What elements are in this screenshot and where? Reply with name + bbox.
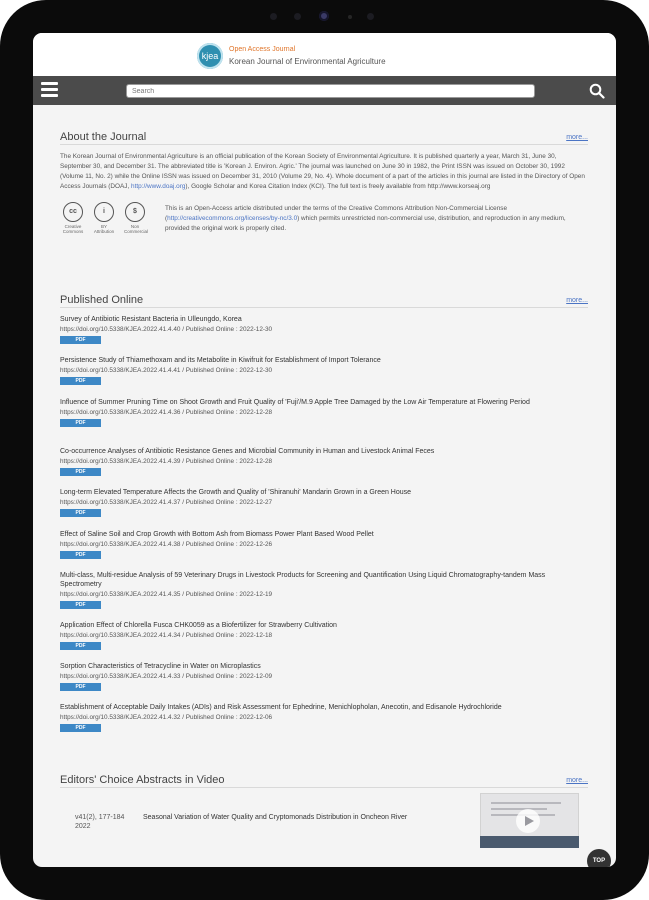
main-content [33,105,616,867]
article-meta: https://doi.org/10.5338/KJEA.2022.41.4.35 / Published Online : 2022-12-19 [60,591,273,598]
list-item [60,530,588,559]
article-title-link[interactable]: Effect of Saline Soil and Crop Growth with Bottom Ash from Biomass Power Plant Based Wood Pellet [60,531,374,538]
article-meta: https://doi.org/10.5338/KJEA.2022.41.4.36 / Published Online : 2022-12-28 [60,409,273,416]
article-title-link[interactable]: Application Effect of Chlorella Fusca CHK0059 as a Biofertilizer for Strawberry Cultivation [60,622,337,629]
sensor-icon [348,15,352,19]
list-item [60,398,588,427]
article-title-link[interactable]: Co-occurrence Analyses of Antibiotic Resistance Genes and Microbial Community in Human and Livestock Animal Feces [60,448,435,455]
pdf-button[interactable]: PDF [60,419,101,427]
scroll-top-button[interactable]: TOP [587,849,611,867]
pdf-button[interactable]: PDF [60,468,101,476]
about-more-link[interactable]: more... [566,134,588,141]
pdf-button[interactable]: PDF [60,509,101,517]
article-title-link[interactable]: Persistence Study of Thiamethoxam and its Metabolite in Kiwifruit for Establishment of Import Tolerance [60,357,381,364]
article-meta: https://doi.org/10.5338/KJEA.2022.41.4.32 / Published Online : 2022-12-06 [60,714,273,721]
sensor-icon [294,13,301,20]
section-title: About the Journal [60,131,147,143]
open-access-label: Open Access Journal [229,46,296,53]
about-description: The Korean Journal of Environmental Agriculture is an official publication of the Korean Society of Environmental Agriculture. It is published quarterly a year, March 31, June 30, September 30, and December 31. The abbreviated title is 'Korean J. Environ. Agric.' The journal was launched on June 30 in 1982, the Print ISSN was issued on October 30, 1992 (Volume 11, No. 2) while the Online ISSN was issued on December 31, 2010 (Volume 29, No. 4). Whole document of a part of the articles in this journal are listed in the Directory of Open Access Journals (DOAJ, http://www.doaj.org), Google Scholar and Korea Citation Index (KCI). The full text is freely available from http://www.korseaj.org [60,153,585,190]
play-icon[interactable] [516,809,540,833]
pdf-button[interactable]: PDF [60,336,101,344]
search-input[interactable] [126,84,535,98]
article-title-link[interactable]: Establishment of Acceptable Daily Intakes (ADIs) and Risk Assessment for Ephedrine, Menichlopholan, Anecotin, and Edisanole Hydrochloride [60,704,502,711]
license-block [60,202,588,250]
article-meta: https://doi.org/10.5338/KJEA.2022.41.4.34 / Published Online : 2022-12-18 [60,632,273,639]
list-item [60,488,588,517]
sensor-icon [367,13,374,20]
article-meta: https://doi.org/10.5338/KJEA.2022.41.4.38 / Published Online : 2022-12-26 [60,541,273,548]
list-item [60,447,588,476]
site-header [33,33,616,76]
by-attribution-icon: i BY Attribution [93,202,115,234]
list-item [60,621,588,650]
camera-icon [319,11,329,21]
journal-name[interactable]: Korean Journal of Environmental Agriculture [229,57,386,66]
video-title-link[interactable]: Seasonal Variation of Water Quality and Cryptomonads Distribution in Oncheon River [143,814,408,821]
doaj-link[interactable]: http://www.doaj.org [131,183,186,190]
published-section [60,294,588,731]
article-title-link[interactable]: Long-term Elevated Temperature Affects the Growth and Quality of 'Shiranuhi' Mandarin Grown in a Green House [60,489,412,496]
section-title: Editors' Choice Abstracts in Video [60,774,225,786]
article-meta: https://doi.org/10.5338/KJEA.2022.41.4.40 / Published Online : 2022-12-30 [60,326,273,333]
pdf-button[interactable]: PDF [60,683,101,691]
license-link[interactable]: http://creativecommons.org/licenses/by-nc/3.0 [167,215,298,222]
video-header [60,774,588,788]
article-title-link[interactable]: Influence of Summer Pruning Time on Shoot Growth and Fruit Quality of 'Fuji'/M.9 Apple Tree Damaged by the Low Air Temperature at Flowering Period [60,399,530,406]
video-thumbnail[interactable] [480,836,579,848]
list-item [60,571,588,609]
pdf-button[interactable]: PDF [60,377,101,385]
article-meta: https://doi.org/10.5338/KJEA.2022.41.4.37 / Published Online : 2022-12-27 [60,499,273,506]
journal-logo-icon[interactable]: kjea [197,43,223,69]
about-header [60,131,588,145]
article-meta: https://doi.org/10.5338/KJEA.2022.41.4.41 / Published Online : 2022-12-30 [60,367,273,374]
search-icon[interactable] [589,83,605,99]
video-section [60,774,588,830]
about-section [60,131,588,250]
pdf-button[interactable]: PDF [60,642,101,650]
camera-bar [268,11,380,23]
cc-icon: cc Creative Commons [62,202,84,234]
menu-icon[interactable] [41,82,58,97]
published-header [60,294,588,308]
video-volume: v41(2), 177-184 2022 [75,814,125,830]
pdf-button[interactable]: PDF [60,551,101,559]
list-item [60,703,588,732]
article-meta: https://doi.org/10.5338/KJEA.2022.41.4.39 / Published Online : 2022-12-28 [60,458,273,465]
list-item [60,356,588,385]
browser-screen [33,33,616,867]
cc-license-icons[interactable] [62,202,158,246]
article-meta: https://doi.org/10.5338/KJEA.2022.41.4.33 / Published Online : 2022-12-09 [60,673,273,680]
list-item [60,315,588,344]
article-title-link[interactable]: Survey of Antibiotic Resistant Bacteria in Ulleungdo, Korea [60,316,242,323]
non-commercial-icon: $ Non Commercial [124,202,146,234]
license-text: This is an Open-Access article distributed under the terms of the Creative Commons Attribution Non-Commercial License (http://creativecommons.org/licenses/by-nc/3.0) which permits unrestricted non-commercial use, distribution, and reproduction in any medium, provided the original work is properly cited. [165,205,566,232]
article-title-link[interactable]: Multi-class, Multi-residue Analysis of 59 Veterinary Drugs in Livestock Products for Screening and Quantification Using Liquid Chromatography-tandem Mass Spectrometry [60,572,546,588]
video-more-link[interactable]: more... [566,777,588,784]
sensor-icon [270,13,277,20]
pdf-button[interactable]: PDF [60,724,101,732]
published-more-link[interactable]: more... [566,297,588,304]
nav-bar [33,76,616,105]
list-item [60,662,588,691]
section-title: Published Online [60,294,144,306]
article-title-link[interactable]: Sorption Characteristics of Tetracycline in Water on Microplastics [60,663,261,670]
pdf-button[interactable]: PDF [60,601,101,609]
